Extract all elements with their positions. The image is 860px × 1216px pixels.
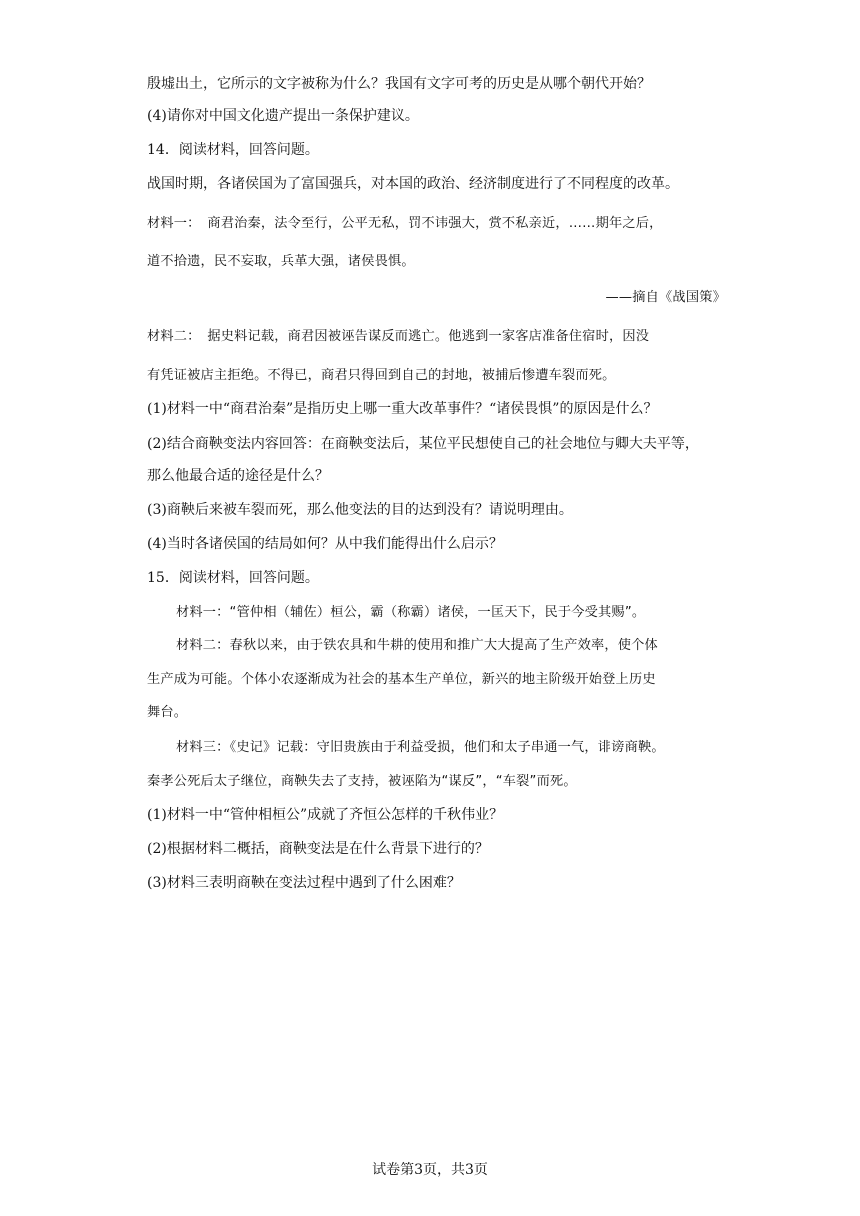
question-item: (4)请你对中国文化遗产提出一条保护建议。 <box>147 108 419 124</box>
material-text: 秦孝公死后太子继位，商鞅失去了支持，被诬陷为“谋反”，“车裂”而死。 <box>147 774 577 789</box>
page-footer: 试卷第3页，共3页 <box>372 1162 488 1178</box>
question-15-title: 15．阅读材料，回答问题。 <box>147 570 319 586</box>
material-text: 有凭证被店主拒绝。不得已，商君只得回到自己的封地，被捕后惨遭车裂而死。 <box>147 368 616 383</box>
material-text: 舞台。 <box>147 705 188 720</box>
question-item: (2)根据材料二概括，商鞅变法是在什么背景下进行的？ <box>147 841 489 857</box>
question-item: (2)结合商鞅变法内容回答：在商鞅变法后，某位平民想使自己的社会地位与卿大夫平等， <box>147 436 699 452</box>
material-text: 材料一： 商君治秦，法令至行，公平无私，罚不讳强大，赏不私亲近，……期年之后， <box>147 216 663 231</box>
question-item: 那么他最合适的途径是什么？ <box>147 468 329 484</box>
material-text: 道不拾遗，民不妄取，兵革大强，诸侯畏惧。 <box>147 254 415 269</box>
material-text: 材料二：春秋以来，由于铁农具和牛耕的使用和推广大大提高了生产效率，使个体 <box>176 638 658 653</box>
question-item: (3)材料三表明商鞅在变法过程中遇到了什么困难？ <box>147 875 461 891</box>
question-14-intro: 战国时期，各诸侯国为了富国强兵，对本国的政治、经济制度进行了不同程度的改革。 <box>147 176 679 192</box>
material-text: 材料二： 据史料记载，商君因被诬告谋反而逃亡。他逃到一家客店准备住宿时，因没 <box>147 329 650 344</box>
material-text: 材料一：“管仲相（辅佐）桓公，霸（称霸）诸侯，一匡天下，民于今受其赐”。 <box>176 605 646 620</box>
material-source: ——摘自《战国策》 <box>605 290 726 305</box>
text-line: 殷墟出土，它所示的文字被称为什么？我国有文字可考的历史是从哪个朝代开始？ <box>147 76 651 92</box>
question-item: (4)当时各诸侯国的结局如何？从中我们能得出什么启示？ <box>147 536 503 552</box>
question-item: (1)材料一中“商君治秦”是指历史上哪一重大改革事件？“诸侯畏惧”的原因是什么？ <box>147 401 658 417</box>
material-text: 生产成为可能。个体小农逐渐成为社会的基本生产单位，新兴的地主阶级开始登上历史 <box>147 672 656 687</box>
material-text: 材料三：《史记》记载：守旧贵族由于利益受损，他们和太子串通一气，诽谤商鞅。 <box>176 740 665 755</box>
question-14-title: 14．阅读材料，回答问题。 <box>147 142 319 158</box>
question-item: (3)商鞅后来被车裂而死，那么他变法的目的达到没有？请说明理由。 <box>147 502 573 518</box>
question-item: (1)材料一中“管仲相桓公”成就了齐恒公怎样的千秋伟业？ <box>147 807 504 823</box>
